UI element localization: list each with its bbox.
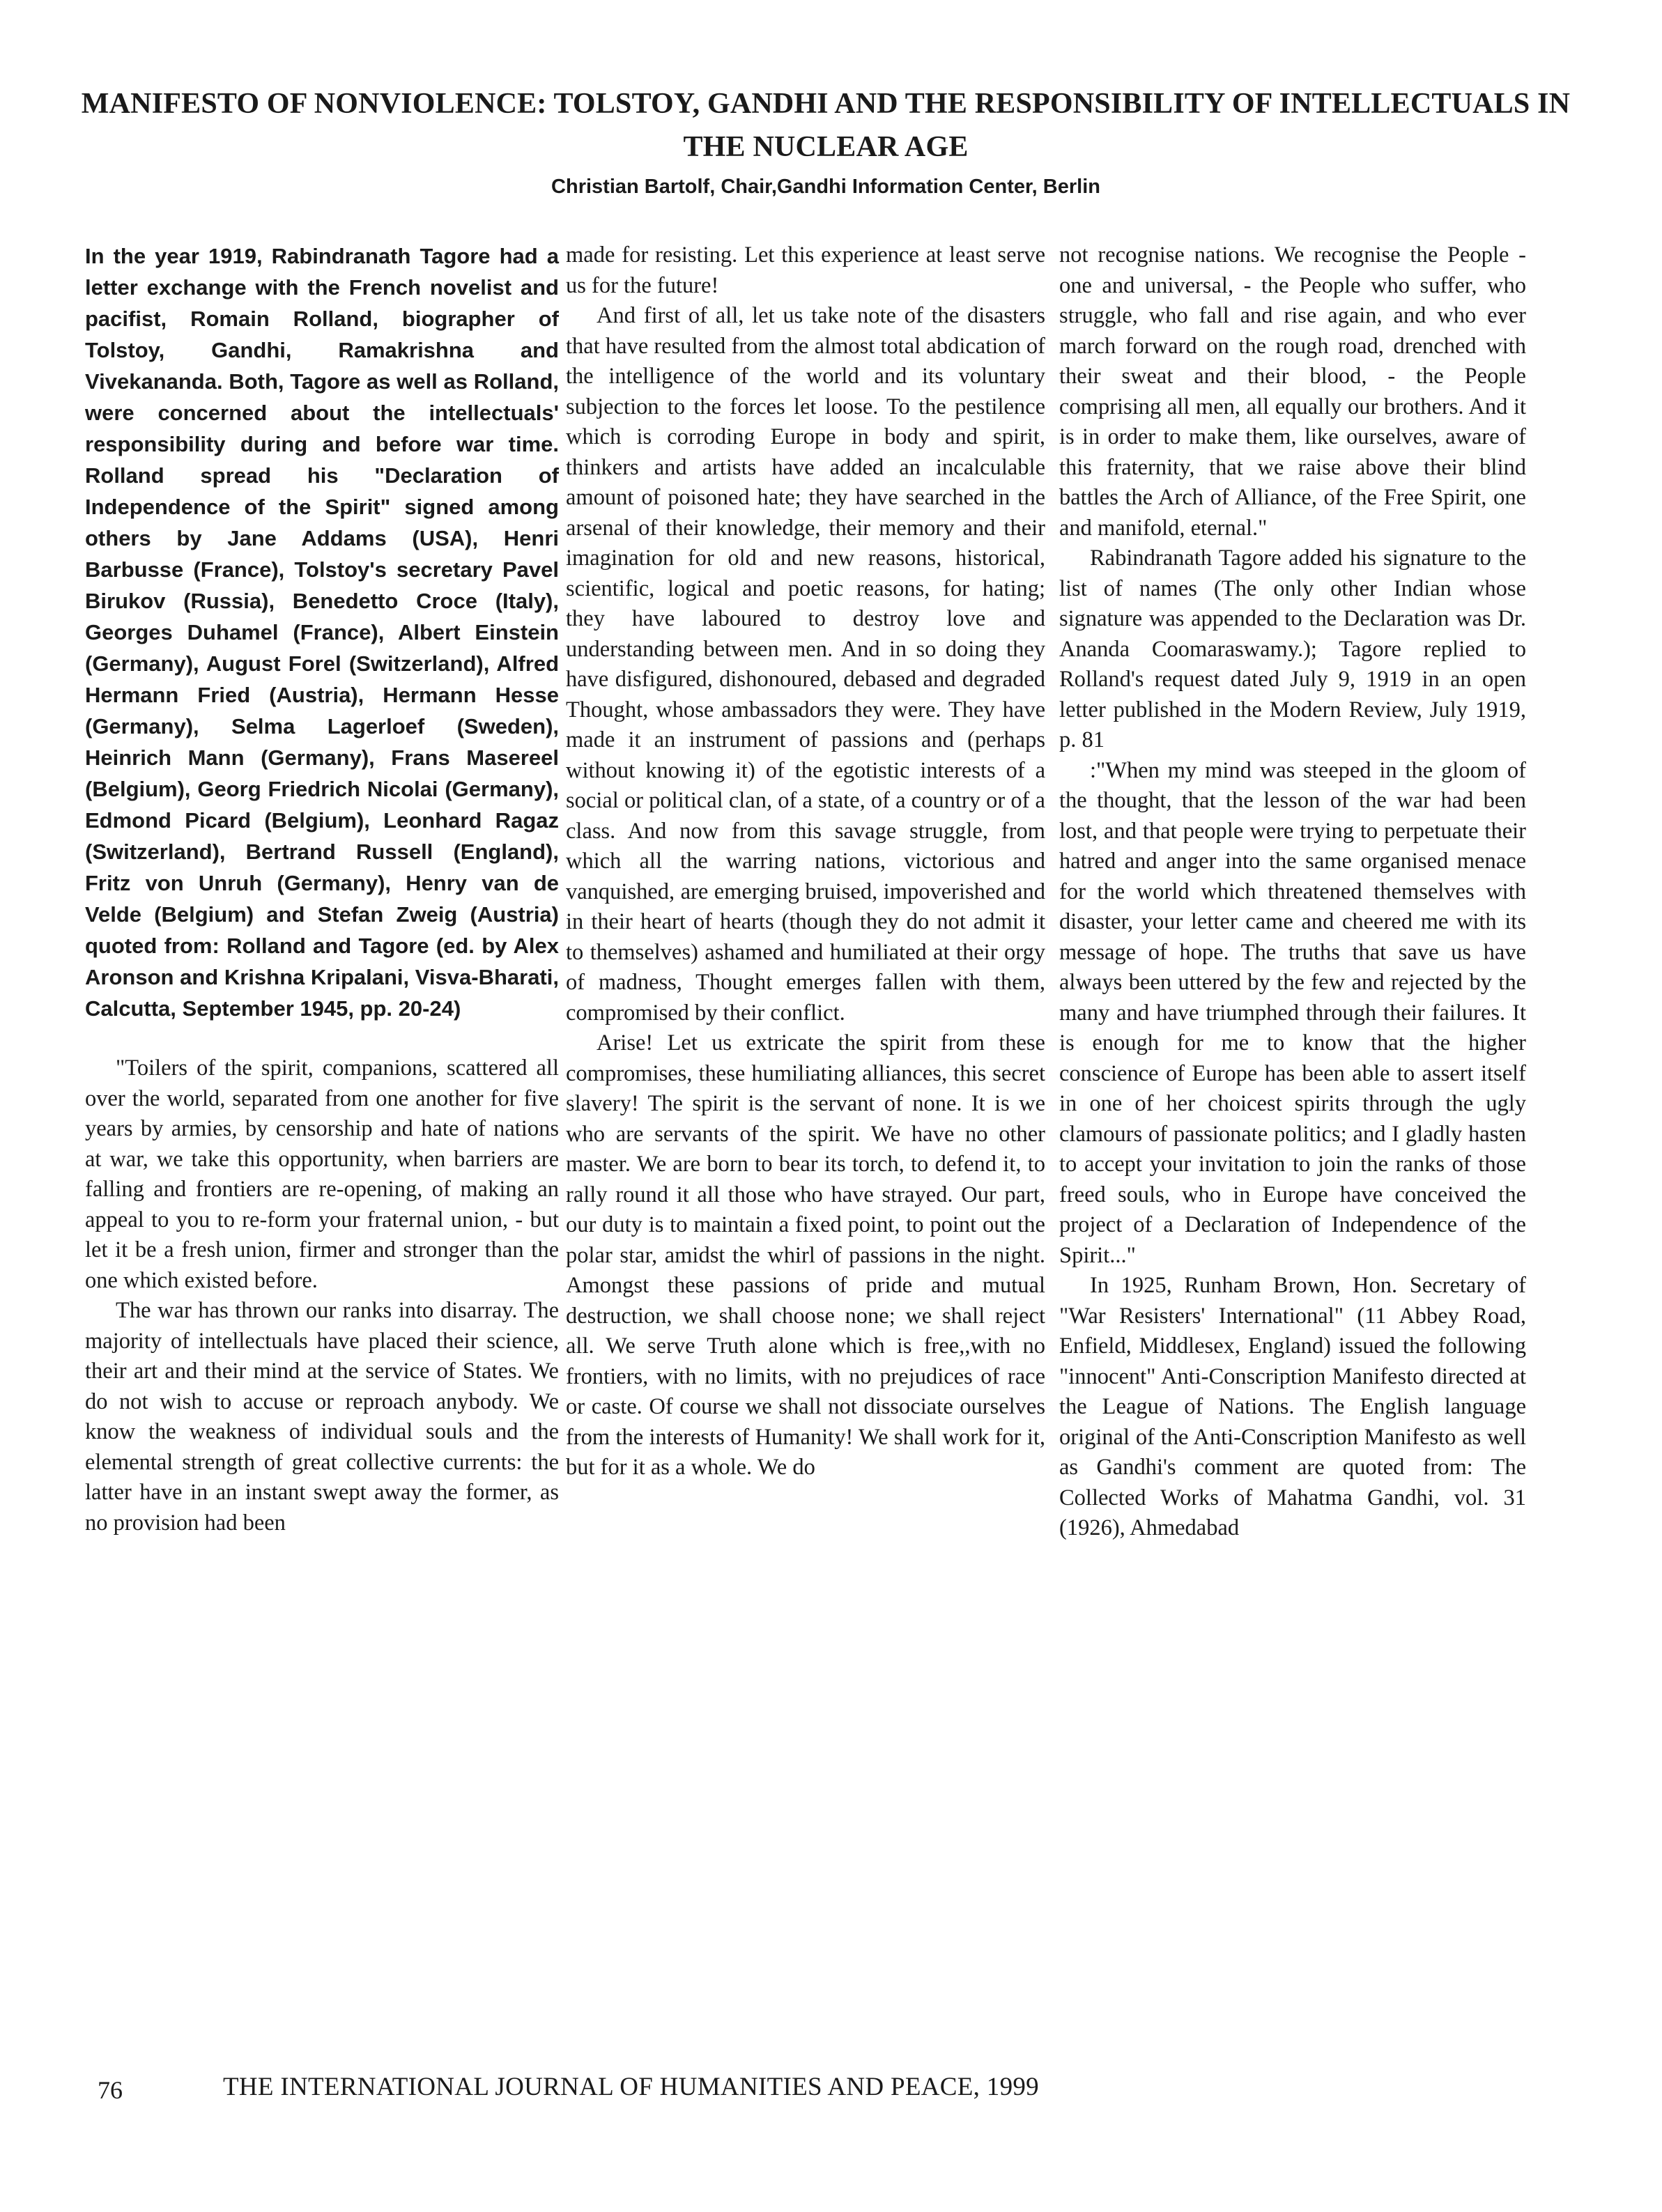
text-column-1 — [85, 240, 559, 1538]
article-header — [70, 82, 1582, 201]
paragraph: Arise! Let us extricate the spirit from these compromises, these humiliating alliances, this secret slavery! The spirit is the servant of none. It is we who are servants of the spirit. We have no other master. We are born to bear its torch, to defend it, to rally round it all those who have strayed. Our part, our duty is to maintain a fixed point, to point out the polar star, amidst the whirl of passions in the night. Amongst these passions of pride and mutual destruction, we shall choose none; we shall reject all. We serve Truth alone which is free,,with no frontiers, with no limits, with no prejudices of race or caste. Of course we shall not dissociate ourselves from the interests of Humanity! We shall work for it, but for it as a whole. We do — [566, 1030, 1045, 1480]
text-column-2 — [566, 240, 1045, 1483]
text-column-3 — [1059, 240, 1526, 1544]
paragraph: And first of all, let us take note of the disasters that have resulted from the almost total abdication of the intelligence of the world and its voluntary subjection to the forces let loose. To the pestilence which is corroding Europe in body and spirit, thinkers and artists have added an incalculable amount of poisoned hate; they have searched in the arsenal of their knowledge, their memory and their imagination for old and new reasons, historical, scientific, logical and poetic reasons, for hating; they have laboured to destroy love and understanding between men. And in so doing they have disfigured, dishonoured, debased and degraded Thought, whose ambassadors they were. They have made it an instrument of passions and (perhaps without knowing it) of the egotistic interests of a social or political clan, of a state, of a country or of a class. And now from this savage struggle, from which all the warring nations, victorious and vanquished, are emerging bruised, impoverished and in their heart of hearts (though they do not admit it to themselves) ashamed and humiliated at their orgy of madness, Thought emerges fallen with them, compromised by their conflict. — [566, 303, 1045, 1026]
paragraph: In 1925, Runham Brown, Hon. Secretary of "War Resisters' International" (11 Abbey Road, Enfield, Middlesex, England) issued the following "innocent" Anti-Conscription Manifesto directed at the League of Nations. The English language original of the Anti-Conscription Manifesto as well as Gandhi's comment are quoted from: The Collected Works of Mahatma Gandhi, vol. 31 (1926), Ahmedabad — [1059, 1273, 1526, 1540]
paragraph: The war has thrown our ranks into disarray. The majority of intellectuals have placed their science, their art and their mind at the service of States. We do not wish to accuse or reproach anybody. We know the weakness of individual souls and the elemental strength of great collective currents: the latter have in an instant swept away the former, as no provision had been — [85, 1298, 559, 1536]
journal-name: THE INTERNATIONAL JOURNAL OF HUMANITIES AND PEACE, 1999 — [223, 2073, 1039, 2101]
paragraph: not recognise nations. We recognise the People - one and universal, - the People who suffer, who struggle, who fall and rise again, and who ever march forward on the rough road, drenched with their sweat and their blood, - the People comprising all men, all equally our brothers. And it is in order to make them, like ourselves, aware of this fraternity, that we raise above their blind battles the Arch of Alliance, of the Free Spirit, one and manifold, eternal." — [1059, 242, 1526, 541]
article-author: Christian Bartolf, Chair,Gandhi Information Center, Berlin — [551, 176, 1100, 198]
paragraph: "Toilers of the spirit, companions, scattered all over the world, separated from one another for five years by armies, by censorship and hate of nations at war, we take this opportunity, when barriers are falling and frontiers are re-opening, of making an appeal to you to re-form your fraternal union, - but let it be a fresh union, firmer and stronger than the one which existed before. — [85, 1055, 559, 1293]
page-footer — [98, 2071, 1575, 2112]
page-number: 76 — [98, 2076, 123, 2104]
paragraph: Rabindranath Tagore added his signature to the list of names (The only other Indian whose signature was appended to the Declaration was Dr. Ananda Coomaraswamy.); Tagore replied to Rolland's request dated July 9, 1919 in an open letter published in the Modern Review, July 1919, p. 81 — [1059, 546, 1526, 752]
lead-paragraph: In the year 1919, Rabindranath Tagore had a letter exchange with the French novelist and pacifist, Romain Rolland, biographer of Tolstoy, Gandhi, Ramakrishna and Vivekananda. Both, Tagore as well as Rolland, were concerned about the intellectuals' responsibility during and before war time. Rolland spread his "Declaration of Independence of the Spirit" signed among others by Jane Addams (USA), Henri Barbusse (France), Tolstoy's secretary Pavel Birukov (Russia), Benedetto Croce (Italy), Georges Duhamel (France), Albert Einstein (Germany), August Forel (Switzerland), Alfred Hermann Fried (Austria), Hermann Hesse (Germany), Selma Lagerloef (Sweden), Heinrich Mann (Germany), Frans Masereel (Belgium), Georg Friedrich Nicolai (Germany), Edmond Picard (Belgium), Leonhard Ragaz (Switzerland), Bertrand Russell (England), Fritz von Unruh (Germany), Henry van de Velde (Belgium) and Stefan Zweig (Austria) quoted from: Rolland and Tagore (ed. by Alex Aronson and Krishna Kripalani, Visva-Bharati, Calcutta, September 1945, pp. 20-24) — [85, 244, 559, 1021]
article-title: MANIFESTO OF NONVIOLENCE: TOLSTOY, GANDHI AND THE RESPONSIBILITY OF INTELLECTUALS IN THE NUCLEAR AGE — [81, 88, 1571, 163]
paragraph: made for resisting. Let this experience at least serve us for the future! — [566, 242, 1045, 298]
paragraph: :"When my mind was steeped in the gloom of the thought, that the lesson of the war had been lost, and that people were trying to perpetuate their hatred and anger into the same organised menace for the world which threatened themselves with disaster, your letter came and cheered me with its message of hope. The truths that save us have always been uttered by the few and rejected by the many and have triumphed through their failures. It is enough for me to know that the higher conscience of Europe has been able to assert itself in one of her choicest spirits through the ugly clamours of passionate politics; and I gladly hasten to accept your invitation to join the ranks of those freed souls, who in Europe have conceived the project of a Declaration of Independence of the Spirit..." — [1059, 757, 1526, 1268]
